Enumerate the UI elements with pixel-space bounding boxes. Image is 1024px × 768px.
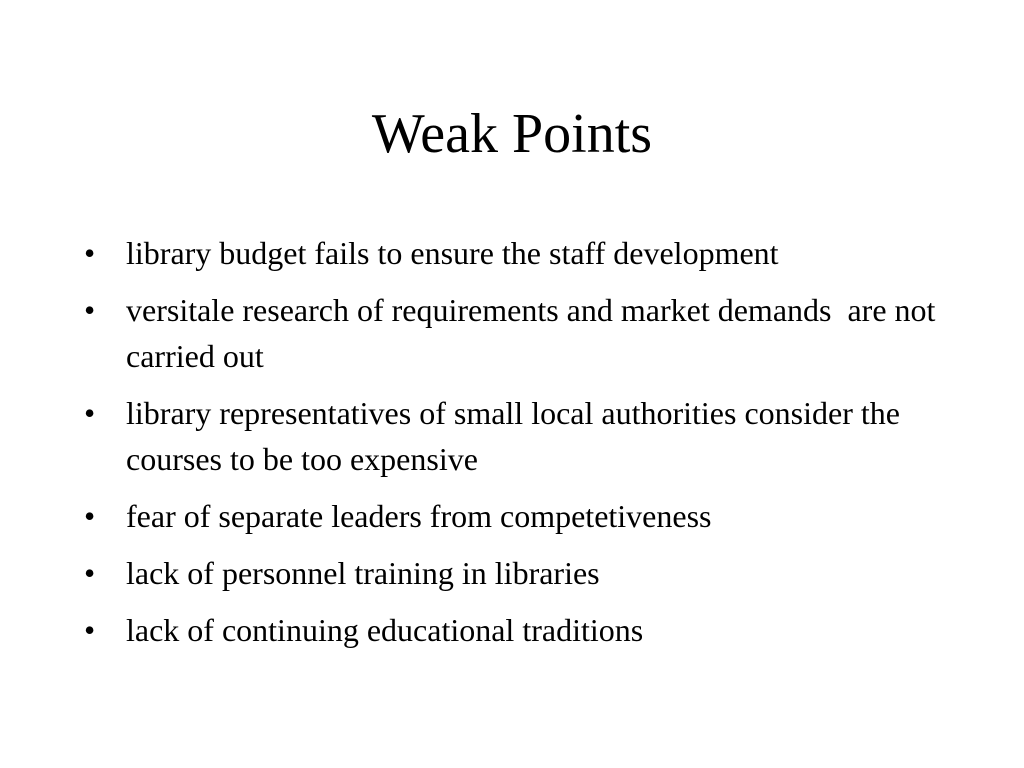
bullet-item-4 bbox=[84, 493, 964, 539]
bullet-text: library budget fails to ensure the staff development bbox=[126, 235, 779, 271]
bullet-icon: • bbox=[84, 395, 96, 431]
bullet-item-3 bbox=[84, 390, 964, 482]
bullet-item-5 bbox=[84, 550, 964, 596]
slide-title: Weak Points bbox=[371, 103, 653, 165]
bullet-item-1 bbox=[84, 230, 964, 276]
bullet-item-2 bbox=[84, 287, 964, 379]
bullet-icon: • bbox=[84, 292, 96, 328]
bullet-text: lack of continuing educational traditions bbox=[126, 612, 644, 648]
bullet-text: fear of separate leaders from competetiveness bbox=[126, 498, 712, 534]
bullet-icon: • bbox=[84, 555, 96, 591]
bullet-list bbox=[84, 230, 964, 664]
bullet-icon: • bbox=[84, 235, 96, 271]
bullet-text: lack of personnel training in libraries bbox=[126, 555, 600, 591]
bullet-text: versitale research of requirements and market demands are not carried out bbox=[126, 292, 944, 374]
bullet-text: library representatives of small local authorities consider the courses to be too expensive bbox=[126, 395, 900, 477]
bullet-item-6 bbox=[84, 607, 964, 653]
bullet-icon: • bbox=[84, 498, 96, 534]
bullet-icon: • bbox=[84, 612, 96, 648]
